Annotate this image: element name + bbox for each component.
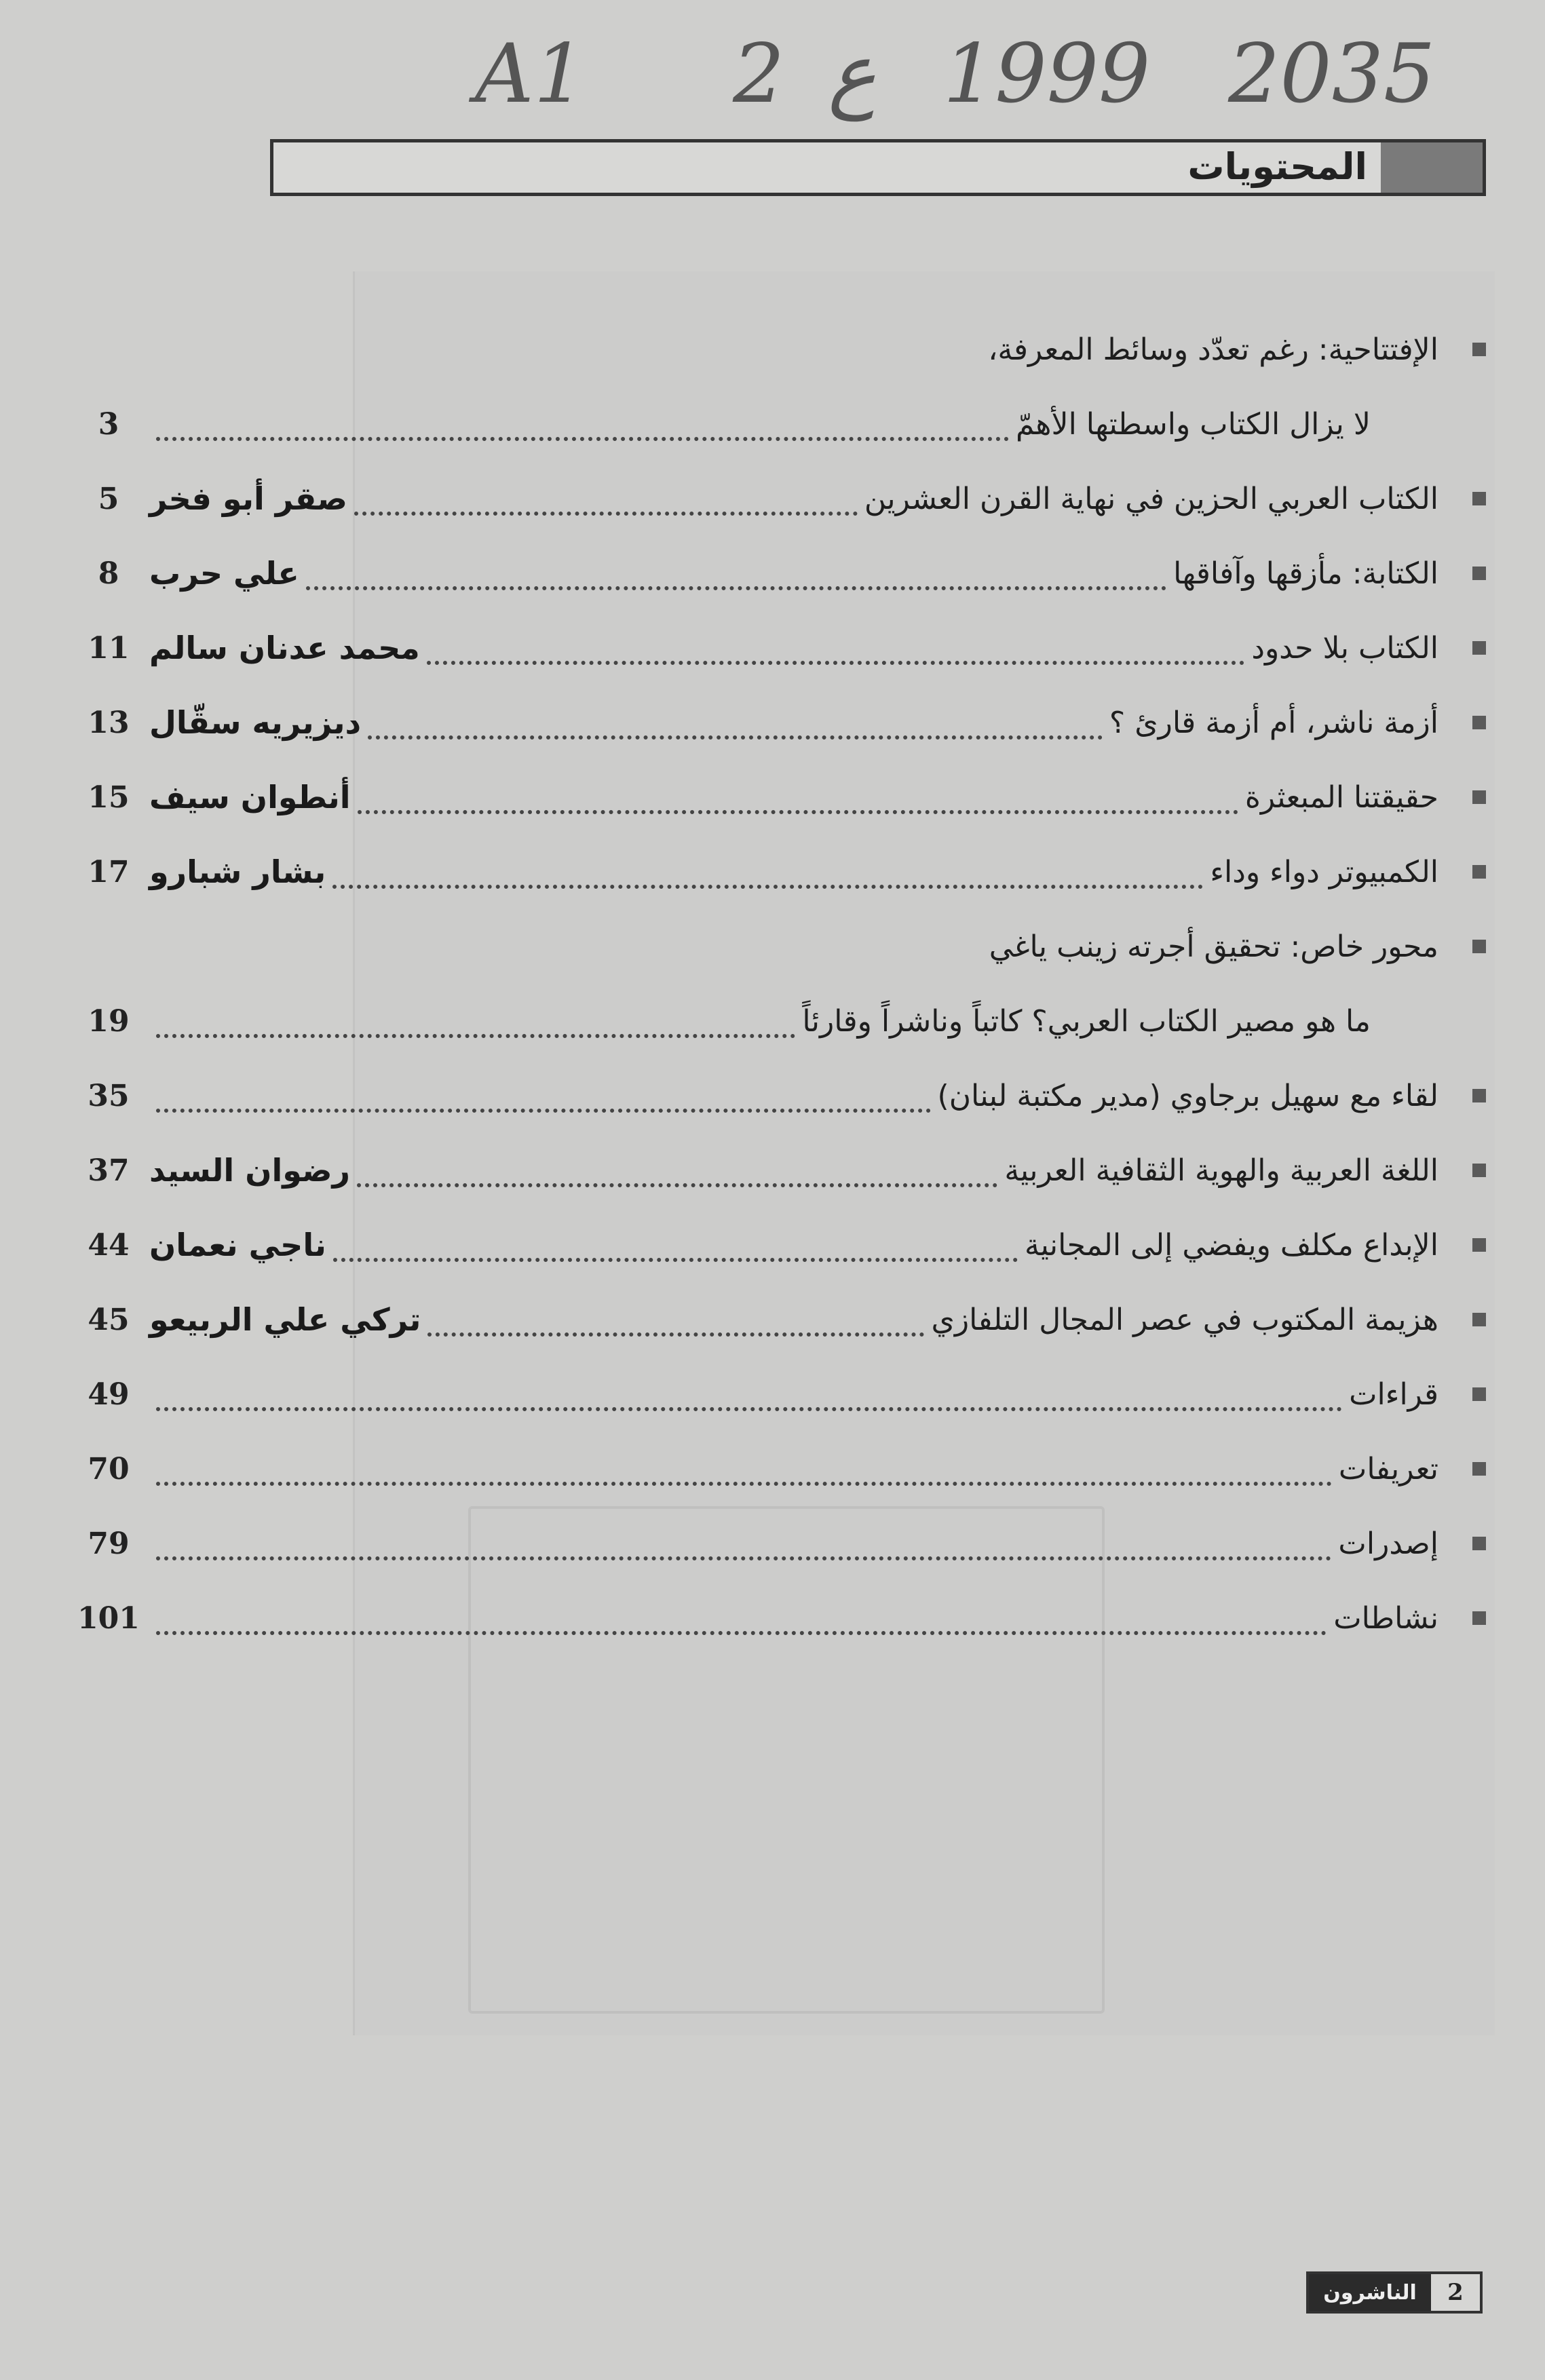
toc-entry-page: 37: [88, 1153, 130, 1188]
square-bullet-icon: [1472, 790, 1486, 804]
toc-entry: [68, 461, 1500, 536]
square-bullet-icon: [1472, 1387, 1486, 1401]
toc-entry-page: 49: [88, 1377, 130, 1412]
toc-entry-author: علي حرب: [149, 555, 299, 592]
handwritten-code: A1: [475, 27, 586, 121]
square-bullet-icon: [1472, 1537, 1486, 1550]
square-bullet-icon: [1472, 1611, 1486, 1625]
toc-entry-title: الكمبيوتر دواء وداء: [1210, 854, 1438, 889]
toc-entry-title: الكتاب العربي الحزين في نهاية القرن العشرين: [864, 481, 1438, 516]
toc-entry-title: نشاطات: [1333, 1600, 1438, 1636]
dot-leader: [354, 482, 858, 516]
toc-entry: [68, 685, 1500, 760]
dot-leader: [156, 407, 1009, 441]
dot-leader: [156, 1601, 1327, 1635]
toc-entry-author: صقر أبو فخر: [149, 480, 347, 517]
square-bullet-icon: [1472, 492, 1486, 505]
publication-name: الناشرون: [1309, 2274, 1431, 2311]
toc-entry: [68, 1058, 1500, 1133]
toc-entry-title: محور خاص: تحقيق أجرته زينب ياغي: [989, 929, 1438, 964]
square-bullet-icon: [1472, 567, 1486, 580]
toc-entry-page: 35: [88, 1078, 130, 1113]
toc-entry-title: أزمة ناشر، أم أزمة قارئ ؟: [1109, 705, 1438, 740]
toc-entry-title: الكتابة: مأزقها وآفاقها: [1173, 556, 1438, 591]
square-bullet-icon: [1472, 1238, 1486, 1252]
toc-entry-author: محمد عدنان سالم: [149, 630, 420, 666]
toc-entry: [68, 760, 1500, 834]
handwritten-year: 1999: [943, 27, 1151, 121]
toc-entry-author: أنطوان سيف: [149, 779, 351, 815]
toc-entry-title: تعريفات: [1338, 1451, 1438, 1486]
toc-entry-page: 79: [88, 1526, 130, 1561]
toc-entry: [68, 834, 1500, 909]
toc-entry: [68, 1357, 1500, 1432]
toc-entry: [68, 1432, 1500, 1506]
square-bullet-icon: [1472, 716, 1486, 729]
dot-leader: [156, 1004, 795, 1038]
toc-entry: [68, 1581, 1500, 1655]
toc-entry: [68, 312, 1500, 387]
handwritten-letter: ع: [828, 27, 877, 121]
table-of-contents: [68, 312, 1500, 1655]
contents-header-bar: [270, 139, 1486, 196]
toc-entry: [68, 1133, 1500, 1208]
toc-entry-title: هزيمة المكتوب في عصر المجال التلفازي: [931, 1302, 1438, 1337]
toc-entry: [68, 1208, 1500, 1282]
dot-leader: [427, 631, 1245, 665]
page-title: المحتويات: [1187, 145, 1367, 188]
toc-entry-page: 70: [88, 1451, 130, 1486]
square-bullet-icon: [1472, 1313, 1486, 1326]
square-bullet-icon: [1472, 641, 1486, 655]
dot-leader: [358, 780, 1238, 814]
toc-entry-title: إصدرات: [1338, 1526, 1438, 1561]
square-bullet-icon: [1472, 865, 1486, 879]
toc-entry-title: ما هو مصير الكتاب العربي؟ كاتباً وناشراً وقارئاً: [802, 1003, 1371, 1039]
page-footer: [1306, 2271, 1483, 2314]
toc-entry-author: ديزيريه سقّال: [149, 704, 362, 741]
toc-entry-title: لا يزال الكتاب واسطتها الأهمّ: [1016, 406, 1371, 442]
toc-entry-title: اللغة العربية والهوية الثقافية العربية: [1004, 1153, 1438, 1188]
dot-leader: [156, 1079, 931, 1113]
toc-entry-page: 15: [88, 780, 130, 815]
toc-entry: [68, 984, 1500, 1058]
dot-leader: [427, 1303, 924, 1337]
square-bullet-icon: [1472, 1462, 1486, 1476]
toc-entry-title: لقاء مع سهيل برجاوي (مدير مكتبة لبنان): [937, 1078, 1438, 1113]
toc-entry-page: 101: [77, 1600, 140, 1636]
toc-entry-author: ناجي نعمان: [149, 1227, 326, 1263]
header-tab-block: [1381, 142, 1483, 193]
toc-entry-author: تركي علي الربيعو: [149, 1301, 421, 1338]
square-bullet-icon: [1472, 1164, 1486, 1177]
toc-entry-page: 13: [88, 705, 130, 740]
handwritten-number: 2: [733, 27, 785, 121]
toc-entry-title: قراءات: [1349, 1377, 1438, 1412]
square-bullet-icon: [1472, 343, 1486, 356]
dot-leader: [156, 1527, 1331, 1560]
toc-entry: [68, 611, 1500, 685]
toc-entry-page: 11: [88, 630, 130, 666]
toc-entry-page: 44: [88, 1227, 130, 1263]
toc-entry-page: 19: [88, 1003, 130, 1039]
toc-entry-title: الكتاب بلا حدود: [1251, 630, 1438, 666]
handwritten-serial: 2035: [1228, 27, 1436, 121]
toc-entry-author: بشار شبارو: [149, 853, 326, 890]
handwritten-annotation: [448, 27, 1466, 142]
dot-leader: [156, 1377, 1342, 1411]
square-bullet-icon: [1472, 940, 1486, 953]
dot-leader: [306, 556, 1166, 590]
toc-entry-title: حقيقتنا المبعثرة: [1244, 780, 1438, 815]
toc-entry: [68, 1506, 1500, 1581]
toc-entry: [68, 909, 1500, 984]
toc-entry-title: الإفتتاحية: رغم تعدّد وسائط المعرفة،: [988, 332, 1438, 367]
toc-entry-page: 8: [98, 556, 119, 591]
toc-entry-page: 3: [98, 406, 119, 442]
dot-leader: [333, 1228, 1018, 1262]
toc-entry-page: 45: [88, 1302, 130, 1337]
square-bullet-icon: [1472, 1089, 1486, 1102]
toc-entry: [68, 1282, 1500, 1357]
toc-entry: [68, 387, 1500, 461]
dot-leader: [357, 1153, 997, 1187]
dot-leader: [368, 706, 1103, 740]
page-number: 2: [1447, 2279, 1464, 2306]
toc-entry-title: الإبداع مكلف ويفضي إلى المجانية: [1025, 1227, 1438, 1263]
toc-entry-author: رضوان السيد: [149, 1152, 351, 1189]
toc-entry-page: 5: [98, 481, 119, 516]
dot-leader: [156, 1452, 1332, 1486]
toc-entry: [68, 536, 1500, 611]
toc-entry-page: 17: [88, 854, 130, 889]
dot-leader: [332, 855, 1203, 889]
